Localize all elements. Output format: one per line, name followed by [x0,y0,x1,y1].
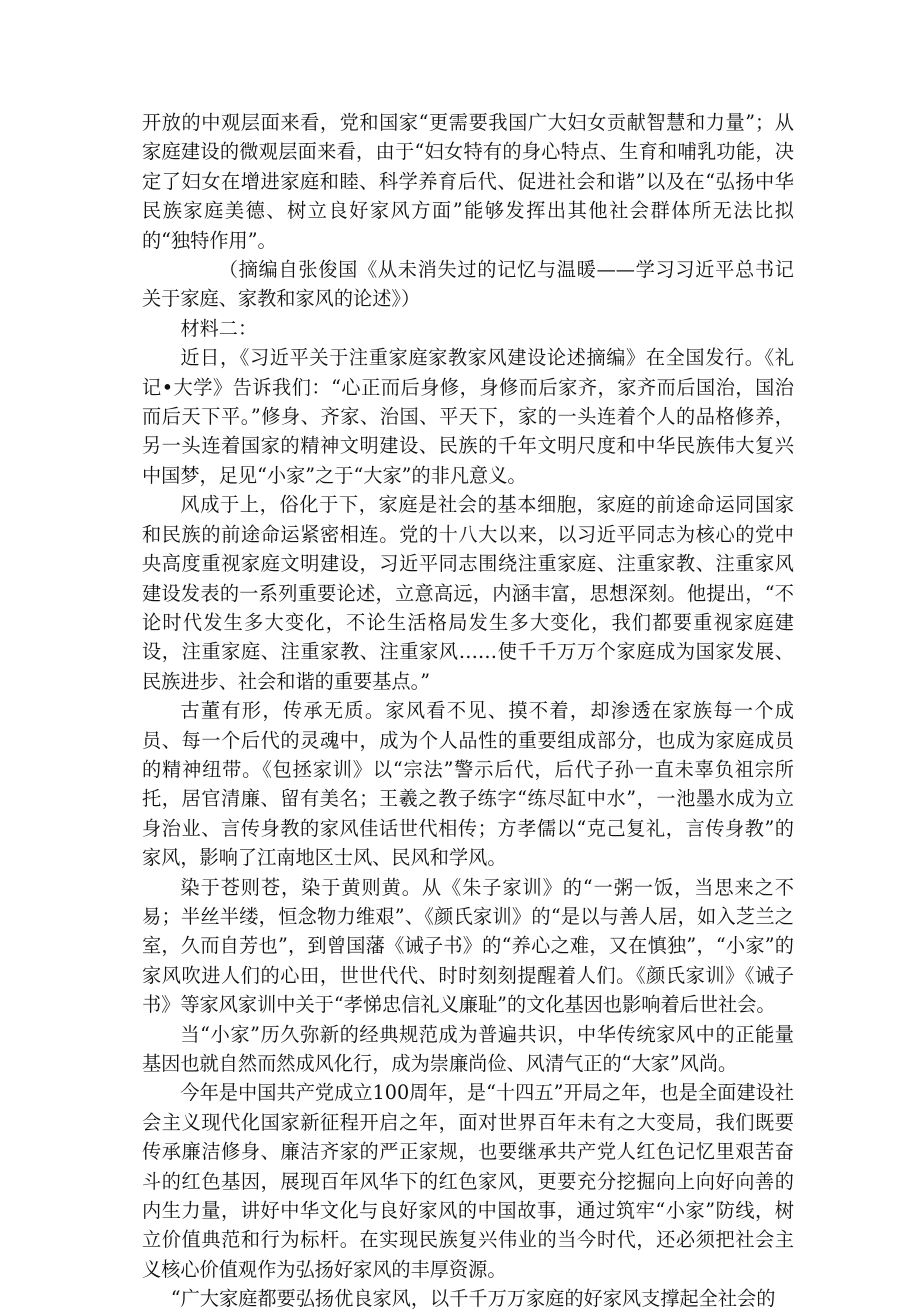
paragraph-5: 当“小家”历久弥新的经典规范成为普遍共识，中华传统家风中的正能量基因也就自然而然成风化行，成为崇廉尚俭、风清气正的“大家”风尚。 [142,1022,794,1075]
material-two-heading: 材料二： [180,316,258,340]
paragraph-6: 今年是中国共产党成立100周年，是“十四五”开局之年，也是全面建设社会主义现代化国家新征程开启之年，面对世界百年未有之大变局，我们既要传承廉洁修身、廉洁齐家的严正家规，也要继承共产党人红色记忆里艰苦奋斗的红色基因，展现百年风华下的红色家风，更要充分挖掘向上向好向善的内生力量，讲好中华文化与良好家风的中国故事，通过筑牢“小家”防线，树立价值典范和行为标杆。在实现民族复兴伟业的当今时代，还必须把社会主义核心价值观作为弘扬好家风的丰厚资源。 [142,1081,794,1281]
paragraph-4: 染于苍则苍，染于黄则黄。从《朱子家训》的“一粥一饭，当思来之不易；半丝半缕，恒念物力维艰”、《颜氏家训》的“是以与善人居，如入芝兰之室，久而自芳也”，到曾国藩《诫子书》的“养心之难，又在慎独”，“小家”的家风吹进人们的心田，世世代代、时时刻刻提醒着人们。《颜氏家训》《诫子书》等家风家训中关于“孝悌忠信礼义廉耻”的文化基因也影响着后世社会。 [142,875,794,1017]
paragraph-continuation: 开放的中观层面来看，党和国家“更需要我国广大妇女贡献智慧和力量”；从家庭建设的微观层面来看，由于“妇女特有的身心特点、生育和哺乳功能，决定了妇女在增进家庭和睦、科学养育后代、促进社会和谐”以及在“弘扬中华民族家庭美德、树立良好家风方面”能够发挥出其他社会群体所无法比拟的“独特作用”。 [142,111,794,252]
paragraph-1: 近日，《习近平关于注重家庭家教家风建设论述摘编》在全国发行。《礼记•大学》告诉我们：“心正而后身修，身修而后家齐，家齐而后国治，国治而后天下平。”修身、齐家、治国、平天下，家的一头连着个人的品格修养，另一头连着国家的精神文明建设、民族的千年文明尺度和中华民族伟大复兴中国梦，足见“小家”之于“大家”的非凡意义。 [142,346,794,487]
document-page [142,108,794,1314]
paragraph-3: 古董有形，传承无质。家风看不见、摸不着，却渗透在家族每一个成员、每一个后代的灵魂中，成为个人品性的重要组成部分，也成为家庭成员的精神纽带。《包拯家训》以“宗法”警示后代，后代子孙一直未辜负祖宗所托，居官清廉、留有美名；王羲之教子练字“练尽缸中水”，一池墨水成为立身治业、言传身教的家风佳话世代相传；方孝儒以“克己复礼，言传身教”的家风，影响了江南地区士风、民风和学风。 [142,699,794,870]
paragraph-2: 风成于上，俗化于下，家庭是社会的基本细胞，家庭的前途命运同国家和民族的前途命运紧密相连。党的十八大以来，以习近平同志为核心的党中央高度重视家庭文明建设，习近平同志围绕注重家庭、注重家教、注重家风建设发表的一系列重要论述，立意高远，内涵丰富，思想深刻。他提出，“不论时代发生多大变化，不论生活格局发生多大变化，我们都要重视家庭建设，注重家庭、注重家教、注重家风……使千千万万个家庭成为国家发展、民族进步、社会和谐的重要基点。” [142,493,794,693]
paragraph-7: “广大家庭都要弘扬优良家风，以千千万万家庭的好家风支撑起全社会的 [170,1287,776,1311]
source-citation: （摘编自张俊国《从未消失过的记忆与温暖——学习习近平总书记关于家庭、家教和家风的论述》） [142,258,794,311]
